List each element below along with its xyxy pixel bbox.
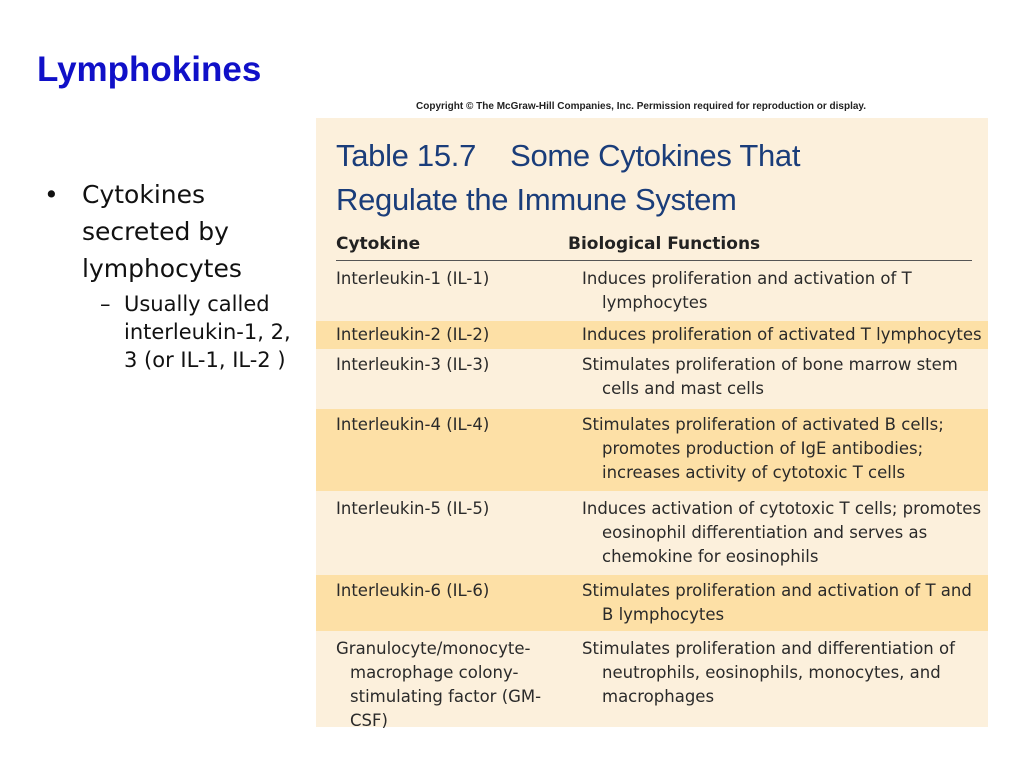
column-header-cytokine: Cytokine	[336, 234, 421, 254]
function-cell: Stimulates proliferation of bone marrow stem cells and mast cells	[582, 355, 958, 398]
table-row	[316, 409, 988, 491]
cytokine-cell: Interleukin-2 (IL-2)	[336, 325, 490, 344]
cytokine-cell: Interleukin-3 (IL-3)	[336, 355, 490, 374]
table-title	[336, 134, 972, 222]
cytokine-cell: Interleukin-5 (IL-5)	[336, 499, 490, 518]
table-row	[316, 491, 988, 575]
bullet-text: Cytokines secreted by lymphocytes	[82, 180, 242, 283]
table-number: Table 15.7	[336, 138, 477, 173]
function-cell: Stimulates proliferation and activation of T and B lymphocytes	[582, 581, 972, 624]
cytokine-cell: Granulocyte/monocyte-macrophage colony-stimulating factor (GM-CSF)	[336, 639, 542, 730]
function-cell: Stimulates proliferation and differentiation of neutrophils, eosinophils, monocytes, and macrophages	[582, 639, 955, 706]
cytokine-cell: Interleukin-1 (IL-1)	[336, 269, 490, 288]
table-row	[316, 261, 988, 321]
table-row	[316, 321, 988, 349]
table-row	[316, 575, 988, 631]
function-cell: Induces proliferation and activation of T lymphocytes	[582, 269, 912, 312]
table-title-line1: Some Cytokines That	[510, 138, 801, 173]
cytokine-table-figure	[316, 118, 988, 730]
bullet-dot-icon: •	[44, 180, 59, 209]
bullet-list	[44, 176, 294, 374]
table-row	[316, 349, 988, 409]
copyright-notice: Copyright © The McGraw-Hill Companies, Inc. Permission required for reproduction or display.	[416, 101, 867, 112]
function-cell: Induces activation of cytotoxic T cells; promotes eosinophil differentiation and serves as chemokine for eosinophils	[582, 499, 982, 566]
table-header	[336, 234, 972, 261]
table-body	[336, 261, 982, 735]
cytokine-cell: Interleukin-6 (IL-6)	[336, 581, 490, 600]
function-cell: Induces proliferation of activated T lymphocytes	[582, 325, 982, 344]
column-header-functions: Biological Functions	[568, 234, 761, 254]
dash-icon: –	[100, 292, 111, 316]
function-cell: Stimulates proliferation of activated B cells; promotes production of IgE antibodies; increases activity of cytotoxic T cells	[582, 415, 944, 482]
cytokine-cell: Interleukin-4 (IL-4)	[336, 415, 490, 434]
sub-bullet-text: Usually called interleukin-1, 2, 3 (or IL-1, IL-2 )	[124, 292, 291, 372]
table-row	[316, 631, 988, 735]
bullet-item	[44, 176, 294, 287]
sub-bullet-item	[100, 290, 294, 374]
slide-title: Lymphokines	[37, 50, 262, 89]
table-title-line2: Regulate the Immune System	[336, 182, 737, 217]
